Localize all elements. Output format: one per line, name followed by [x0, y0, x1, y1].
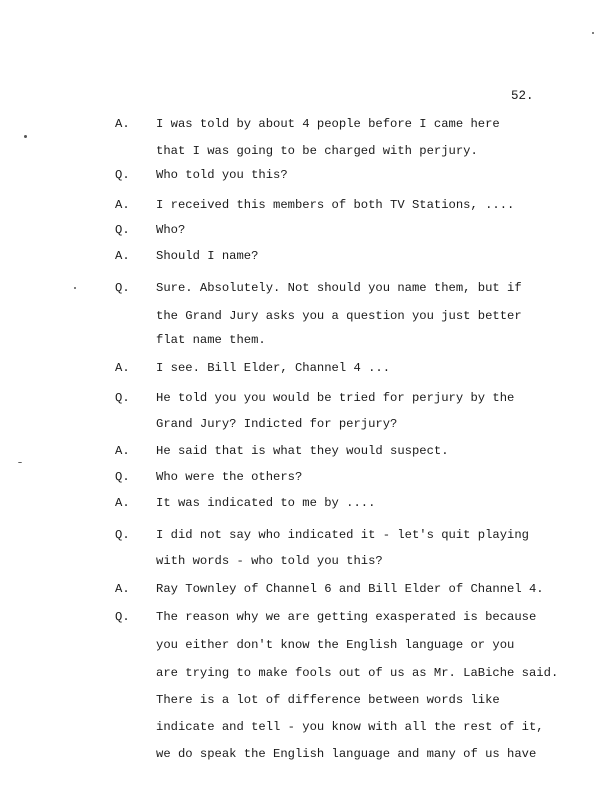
transcript-line: I did not say who indicated it - let's quit playing [156, 528, 529, 542]
speaker-label: Q. [115, 391, 130, 405]
speaker-label: Q. [115, 610, 130, 624]
speaker-label: Q. [115, 470, 130, 484]
transcript-line: Who were the others? [156, 470, 303, 484]
transcript-line: you either don't know the English language or you [156, 638, 515, 652]
transcript-line: indicate and tell - you know with all the rest of it, [156, 720, 544, 734]
transcript-line: with words - who told you this? [156, 554, 383, 568]
transcript-line: I see. Bill Elder, Channel 4 ... [156, 361, 391, 375]
speaker-label: A. [115, 198, 130, 212]
margin-speck [74, 287, 76, 289]
speaker-label: A. [115, 582, 130, 596]
transcript-line: Grand Jury? Indicted for perjury? [156, 417, 398, 431]
transcript-line: He said that is what they would suspect. [156, 444, 449, 458]
transcript-line: are trying to make fools out of us as Mr. LaBiche said. [156, 666, 559, 680]
speaker-label: A. [115, 117, 130, 131]
speaker-label: A. [115, 496, 130, 510]
speaker-label: Q. [115, 168, 130, 182]
margin-speck [18, 462, 22, 463]
transcript-line: Ray Townley of Channel 6 and Bill Elder of Channel 4. [156, 582, 544, 596]
transcript-line: There is a lot of difference between words like [156, 693, 500, 707]
speaker-label: Q. [115, 528, 130, 542]
speaker-label: A. [115, 249, 130, 263]
speaker-label: Q. [115, 223, 130, 237]
transcript-line: the Grand Jury asks you a question you just better [156, 309, 522, 323]
transcript-line: Should I name? [156, 249, 259, 263]
transcript-line: It was indicated to me by .... [156, 496, 376, 510]
transcript-line: we do speak the English language and many of us have [156, 747, 537, 761]
page-number: 52. [511, 89, 534, 103]
transcript-line: I received this members of both TV Stations, .... [156, 198, 515, 212]
speaker-label: A. [115, 361, 130, 375]
speaker-label: A. [115, 444, 130, 458]
transcript-line: I was told by about 4 people before I came here [156, 117, 500, 131]
margin-speck [592, 32, 594, 34]
speaker-label: Q. [115, 281, 130, 295]
transcript-line: He told you you would be tried for perjury by the [156, 391, 515, 405]
transcript-line: flat name them. [156, 333, 266, 347]
transcript-line: Sure. Absolutely. Not should you name them, but if [156, 281, 522, 295]
transcript-line: Who? [156, 223, 186, 237]
margin-speck [24, 135, 27, 138]
transcript-line: that I was going to be charged with perjury. [156, 144, 478, 158]
transcript-line: The reason why we are getting exasperated is because [156, 610, 537, 624]
transcript-line: Who told you this? [156, 168, 288, 182]
